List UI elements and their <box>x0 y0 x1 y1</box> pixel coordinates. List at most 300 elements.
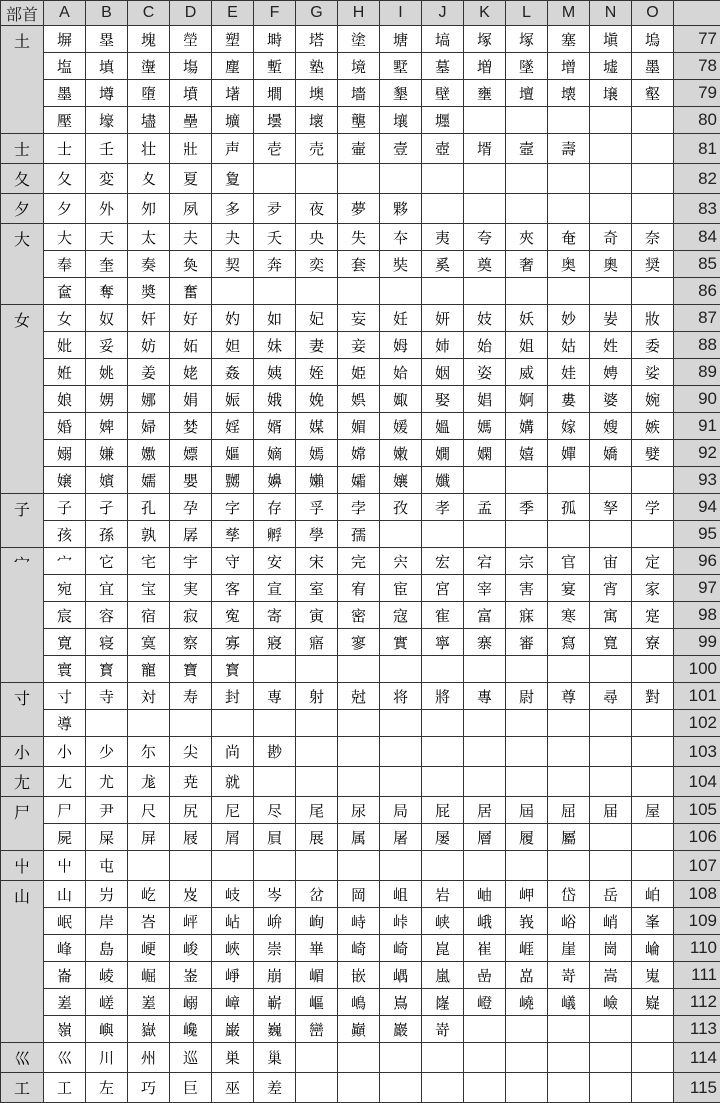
kanji-cell: 實 <box>380 629 422 656</box>
kanji-cell: 嫌 <box>86 440 128 467</box>
kanji-cell: 売 <box>296 134 338 164</box>
kanji-cell: 学 <box>632 494 674 521</box>
kanji-cell <box>464 767 506 797</box>
kanji-cell: 嫦 <box>338 440 380 467</box>
kanji-cell: 婁 <box>548 386 590 413</box>
kanji-cell: 對 <box>632 683 674 710</box>
kanji-cell: 塰 <box>128 53 170 80</box>
kanji-cell: 寵 <box>128 656 170 683</box>
kanji-cell <box>422 851 464 881</box>
kanji-cell <box>632 467 674 494</box>
kanji-cell <box>254 851 296 881</box>
kanji-cell: 寨 <box>464 629 506 656</box>
kanji-cell: 宵 <box>590 575 632 602</box>
kanji-cell: 小 <box>44 737 86 767</box>
kanji-cell: 奘 <box>380 251 422 278</box>
row-number: 97 <box>674 575 720 602</box>
kanji-cell: 婉 <box>632 386 674 413</box>
kanji-cell: 嵜 <box>422 1016 464 1043</box>
kanji-cell: 峻 <box>170 935 212 962</box>
kanji-cell: 宀 <box>44 548 86 575</box>
kanji-cell: 屹 <box>128 881 170 908</box>
kanji-cell: 巛 <box>44 1043 86 1073</box>
kanji-cell <box>254 710 296 737</box>
kanji-cell: 寅 <box>296 602 338 629</box>
kanji-cell: 妍 <box>422 305 464 332</box>
kanji-cell: 審 <box>506 629 548 656</box>
kanji-cell: 峋 <box>296 908 338 935</box>
kanji-cell: 崘 <box>632 935 674 962</box>
kanji-cell: 届 <box>590 797 632 824</box>
kanji-cell: 嵌 <box>338 962 380 989</box>
table-row <box>1 1016 720 1043</box>
kanji-cell <box>464 194 506 224</box>
radical-cell: 尸 <box>1 797 44 851</box>
kanji-cell <box>632 737 674 767</box>
kanji-cell: 墓 <box>422 53 464 80</box>
kanji-cell: 崖 <box>548 935 590 962</box>
kanji-cell: 尸 <box>44 797 86 824</box>
kanji-cell <box>464 737 506 767</box>
kanji-cell: 夏 <box>170 164 212 194</box>
kanji-cell: 夲 <box>380 224 422 251</box>
kanji-cell: 嫖 <box>170 440 212 467</box>
kanji-cell: 嵳 <box>44 989 86 1016</box>
kanji-cell: 尿 <box>338 797 380 824</box>
table-row <box>1 467 720 494</box>
row-number: 77 <box>674 26 720 53</box>
row-number: 79 <box>674 80 720 107</box>
kanji-cell: 委 <box>632 332 674 359</box>
row-number: 89 <box>674 359 720 386</box>
kanji-cell: 壞 <box>296 107 338 134</box>
kanji-cell: 導 <box>44 710 86 737</box>
kanji-cell: 峙 <box>338 908 380 935</box>
kanji-cell <box>338 737 380 767</box>
table-row <box>1 851 720 881</box>
kanji-cell <box>548 1016 590 1043</box>
kanji-cell: 宜 <box>86 575 128 602</box>
kanji-cell <box>296 656 338 683</box>
row-number: 108 <box>674 881 720 908</box>
kanji-cell: 屬 <box>548 824 590 851</box>
kanji-cell: 奩 <box>44 278 86 305</box>
kanji-cell: 尾 <box>296 797 338 824</box>
kanji-cell: 塙 <box>422 26 464 53</box>
kanji-cell: 宥 <box>338 575 380 602</box>
kanji-cell: 嬪 <box>86 467 128 494</box>
kanji-cell: 嵒 <box>464 962 506 989</box>
kanji-cell: 婚 <box>44 413 86 440</box>
column-header: E <box>212 1 254 26</box>
kanji-cell: 嶄 <box>254 989 296 1016</box>
kanji-cell <box>380 737 422 767</box>
kanji-cell: 孱 <box>170 521 212 548</box>
column-header: J <box>422 1 464 26</box>
kanji-cell: 孥 <box>590 494 632 521</box>
kanji-cell <box>590 194 632 224</box>
kanji-cell <box>422 521 464 548</box>
kanji-cell: 境 <box>338 53 380 80</box>
kanji-cell: 局 <box>380 797 422 824</box>
kanji-cell: 墳 <box>170 80 212 107</box>
kanji-cell: 媾 <box>506 413 548 440</box>
kanji-cell: 姐 <box>506 332 548 359</box>
kanji-cell: 実 <box>170 575 212 602</box>
kanji-cell <box>506 467 548 494</box>
column-header: I <box>380 1 422 26</box>
column-header: H <box>338 1 380 26</box>
kanji-cell: 娥 <box>254 386 296 413</box>
kanji-cell <box>590 656 632 683</box>
kanji-cell <box>464 851 506 881</box>
kanji-cell: 壓 <box>44 107 86 134</box>
kanji-cell: 屶 <box>86 881 128 908</box>
kanji-cell: 尤 <box>86 767 128 797</box>
column-header: G <box>296 1 338 26</box>
kanji-cell <box>506 164 548 194</box>
kanji-cell: 嫋 <box>44 440 86 467</box>
kanji-cell: 巢 <box>254 1043 296 1073</box>
kanji-cell: 屎 <box>86 824 128 851</box>
kanji-cell: 寉 <box>422 602 464 629</box>
kanji-cell: 娩 <box>296 386 338 413</box>
kanji-cell: 巨 <box>170 1073 212 1103</box>
kanji-cell: 契 <box>212 251 254 278</box>
table-row <box>1 683 720 710</box>
kanji-cell: 娟 <box>170 386 212 413</box>
kanji-cell <box>254 767 296 797</box>
table-row <box>1 767 720 797</box>
kanji-cell <box>548 1073 590 1103</box>
kanji-cell <box>380 767 422 797</box>
kanji-cell: 奇 <box>590 224 632 251</box>
kanji-cell <box>464 656 506 683</box>
kanji-cell: 墨 <box>632 53 674 80</box>
kanji-cell <box>170 710 212 737</box>
kanji-cell: 妄 <box>338 305 380 332</box>
kanji-cell: 寬 <box>590 629 632 656</box>
kanji-cell: 宙 <box>590 548 632 575</box>
kanji-cell <box>506 1016 548 1043</box>
kanji-cell <box>464 1073 506 1103</box>
kanji-cell: 壤 <box>380 107 422 134</box>
kanji-cell: 墹 <box>254 80 296 107</box>
row-number: 80 <box>674 107 720 134</box>
kanji-cell: 崋 <box>296 935 338 962</box>
kanji-cell <box>422 278 464 305</box>
kanji-cell: 嫺 <box>422 440 464 467</box>
kanji-cell: 崎 <box>380 935 422 962</box>
kanji-cell: 妝 <box>632 305 674 332</box>
kanji-cell <box>590 278 632 305</box>
kanji-cell: 嵯 <box>86 989 128 1016</box>
kanji-cell: 巍 <box>254 1016 296 1043</box>
kanji-cell: 媼 <box>422 413 464 440</box>
kanji-cell: 壘 <box>170 107 212 134</box>
kanji-cell: 寫 <box>548 629 590 656</box>
kanji-cell: 峩 <box>506 908 548 935</box>
row-number: 107 <box>674 851 720 881</box>
row-number: 113 <box>674 1016 720 1043</box>
table-row <box>1 386 720 413</box>
kanji-cell: 岩 <box>422 881 464 908</box>
kanji-cell: 嫐 <box>128 440 170 467</box>
kanji-cell: 墅 <box>380 53 422 80</box>
kanji-cell <box>548 278 590 305</box>
kanji-cell: 対 <box>128 683 170 710</box>
kanji-cell: 夕 <box>44 194 86 224</box>
table-row <box>1 494 720 521</box>
kanji-cell: 字 <box>212 494 254 521</box>
kanji-cell: 婬 <box>212 413 254 440</box>
kanji-cell: 妖 <box>506 305 548 332</box>
kanji-cell: 増 <box>464 53 506 80</box>
row-number: 114 <box>674 1043 720 1073</box>
row-number: 92 <box>674 440 720 467</box>
kanji-cell: 塘 <box>380 26 422 53</box>
kanji-cell: 少 <box>86 737 128 767</box>
kanji-cell: 存 <box>254 494 296 521</box>
kanji-cell: 峨 <box>464 908 506 935</box>
kanji-cell: 峠 <box>380 908 422 935</box>
kanji-cell: 壺 <box>422 134 464 164</box>
kanji-cell: 妛 <box>590 305 632 332</box>
kanji-cell: 定 <box>632 548 674 575</box>
kanji-cell: 威 <box>506 359 548 386</box>
table-row <box>1 656 720 683</box>
kanji-cell: 妻 <box>296 332 338 359</box>
kanji-cell: 奨 <box>632 251 674 278</box>
kanji-cell: 嫁 <box>548 413 590 440</box>
kanji-cell <box>464 1016 506 1043</box>
kanji-cell: 墺 <box>296 80 338 107</box>
kanji-cell <box>506 278 548 305</box>
kanji-cell: 奴 <box>86 305 128 332</box>
kanji-cell: 寳 <box>86 656 128 683</box>
kanji-cell: 孝 <box>422 494 464 521</box>
kanji-cell: 孳 <box>212 521 254 548</box>
kanji-cell: 嬉 <box>506 440 548 467</box>
kanji-cell: 宰 <box>464 575 506 602</box>
radical-cell: 夕 <box>1 194 44 224</box>
table-row <box>1 305 720 332</box>
kanji-cell: 崔 <box>464 935 506 962</box>
kanji-cell: 尉 <box>506 683 548 710</box>
kanji-cell: 奔 <box>254 251 296 278</box>
kanji-cell: 履 <box>506 824 548 851</box>
table-row <box>1 521 720 548</box>
kanji-cell: 尺 <box>128 797 170 824</box>
kanji-cell <box>254 656 296 683</box>
kanji-cell: 墨 <box>44 80 86 107</box>
radical-cell: 土 <box>1 26 44 134</box>
kanji-cell: 奢 <box>506 251 548 278</box>
kanji-cell <box>632 134 674 164</box>
kanji-cell <box>590 164 632 194</box>
kanji-cell: 塔 <box>296 26 338 53</box>
kanji-cell: 失 <box>338 224 380 251</box>
kanji-cell: 太 <box>128 224 170 251</box>
kanji-cell: 峺 <box>128 935 170 962</box>
table-row <box>1 1073 720 1103</box>
table-row <box>1 737 720 767</box>
kanji-cell: 屆 <box>506 797 548 824</box>
kanji-cell <box>464 164 506 194</box>
kanji-cell: 奏 <box>128 251 170 278</box>
kanji-cell: 左 <box>86 1073 128 1103</box>
kanji-cell: 妹 <box>254 332 296 359</box>
kanji-cell: 娶 <box>422 386 464 413</box>
kanji-cell <box>464 467 506 494</box>
kanji-cell: 塹 <box>254 53 296 80</box>
kanji-cell: 孫 <box>86 521 128 548</box>
kanji-cell: 奧 <box>590 251 632 278</box>
kanji-cell: 崕 <box>506 935 548 962</box>
kanji-cell <box>338 710 380 737</box>
kanji-cell: 嶢 <box>506 989 548 1016</box>
kanji-cell <box>548 656 590 683</box>
header-row <box>1 1 720 26</box>
kanji-cell: 崑 <box>422 935 464 962</box>
kanji-cell: 娘 <box>44 386 86 413</box>
kanji-cell: 夥 <box>380 194 422 224</box>
column-header: C <box>128 1 170 26</box>
kanji-cell: 塾 <box>296 53 338 80</box>
table-row <box>1 224 720 251</box>
row-number: 88 <box>674 332 720 359</box>
table-row <box>1 548 720 575</box>
kanji-cell: 嬢 <box>44 467 86 494</box>
kanji-cell: 增 <box>548 53 590 80</box>
kanji-cell: 奠 <box>464 251 506 278</box>
kanji-cell: 寰 <box>44 656 86 683</box>
kanji-cell <box>464 1043 506 1073</box>
kanji-cell: 夛 <box>254 194 296 224</box>
kanji-cell: 差 <box>254 1073 296 1103</box>
kanji-cell: 尓 <box>128 737 170 767</box>
row-number: 94 <box>674 494 720 521</box>
kanji-cell: 填 <box>86 53 128 80</box>
kanji-cell <box>506 107 548 134</box>
kanji-cell: 宋 <box>296 548 338 575</box>
kanji-cell: 川 <box>86 1043 128 1073</box>
kanji-cell <box>296 737 338 767</box>
kanji-cell <box>422 164 464 194</box>
kanji-cell: 夷 <box>422 224 464 251</box>
kanji-cell <box>548 107 590 134</box>
kanji-cell: 完 <box>338 548 380 575</box>
kanji-cell: 壱 <box>254 134 296 164</box>
kanji-cell: 嵎 <box>380 962 422 989</box>
kanji-cell: 奉 <box>44 251 86 278</box>
kanji-cell: 壼 <box>506 134 548 164</box>
table-row <box>1 164 720 194</box>
kanji-cell: 寡 <box>212 629 254 656</box>
kanji-cell <box>590 1073 632 1103</box>
table-row <box>1 107 720 134</box>
kanji-cell: 屐 <box>170 824 212 851</box>
kanji-cell <box>464 278 506 305</box>
kanji-cell: 尋 <box>590 683 632 710</box>
row-number: 109 <box>674 908 720 935</box>
kanji-cell: 尊 <box>548 683 590 710</box>
kanji-cell <box>380 278 422 305</box>
kanji-cell: 屑 <box>212 824 254 851</box>
kanji-cell: 岷 <box>44 908 86 935</box>
kanji-cell <box>296 710 338 737</box>
kanji-cell: 奪 <box>86 278 128 305</box>
kanji-cell: 州 <box>128 1043 170 1073</box>
kanji-cell: 尹 <box>86 797 128 824</box>
kanji-cell: 客 <box>212 575 254 602</box>
row-number: 91 <box>674 413 720 440</box>
kanji-cell: 壇 <box>506 80 548 107</box>
kanji-cell: 崚 <box>86 962 128 989</box>
column-header: O <box>632 1 674 26</box>
kanji-cell: 将 <box>380 683 422 710</box>
radical-cell: 子 <box>1 494 44 548</box>
table-body <box>1 26 720 1103</box>
row-number-column-header <box>674 1 720 26</box>
kanji-cell <box>296 767 338 797</box>
kanji-cell <box>464 107 506 134</box>
kanji-cell <box>590 851 632 881</box>
kanji-cell <box>632 278 674 305</box>
kanji-cell: 室 <box>296 575 338 602</box>
kanji-cell: 婆 <box>590 386 632 413</box>
radical-cell: 山 <box>1 881 44 1043</box>
kanji-cell: 屠 <box>380 824 422 851</box>
kanji-cell: 嶂 <box>212 989 254 1016</box>
kanji-cell: 天 <box>86 224 128 251</box>
kanji-cell: 専 <box>254 683 296 710</box>
kanji-cell <box>296 851 338 881</box>
kanji-cell: 將 <box>422 683 464 710</box>
kanji-cell: 寥 <box>338 629 380 656</box>
kanji-cell: 宴 <box>548 575 590 602</box>
table-row <box>1 935 720 962</box>
kanji-cell: 夫 <box>170 224 212 251</box>
kanji-cell: 孀 <box>338 467 380 494</box>
kanji-cell: 嵜 <box>548 962 590 989</box>
kanji-cell: 宮 <box>422 575 464 602</box>
kanji-cell: 容 <box>86 602 128 629</box>
kanji-cell: 屍 <box>44 824 86 851</box>
kanji-cell: 屡 <box>422 824 464 851</box>
kanji-cell: 屓 <box>254 824 296 851</box>
kanji-cell: 尢 <box>44 767 86 797</box>
kanji-cell <box>338 656 380 683</box>
table-row <box>1 629 720 656</box>
kanji-cell: 壅 <box>464 80 506 107</box>
kanji-cell: 姻 <box>422 359 464 386</box>
kanji-cell: 寐 <box>506 602 548 629</box>
table-row <box>1 575 720 602</box>
kanji-cell: 安 <box>254 548 296 575</box>
kanji-cell <box>338 164 380 194</box>
kanji-cell <box>128 851 170 881</box>
kanji-cell: 宗 <box>506 548 548 575</box>
kanji-cell: 夢 <box>338 194 380 224</box>
kanji-cell: 塢 <box>632 26 674 53</box>
kanji-cell: 寒 <box>548 602 590 629</box>
kanji-cell: 妊 <box>380 305 422 332</box>
table-row <box>1 710 720 737</box>
kanji-cell: 姥 <box>170 359 212 386</box>
kanji-cell: 嵶 <box>170 989 212 1016</box>
kanji-cell <box>296 1073 338 1103</box>
